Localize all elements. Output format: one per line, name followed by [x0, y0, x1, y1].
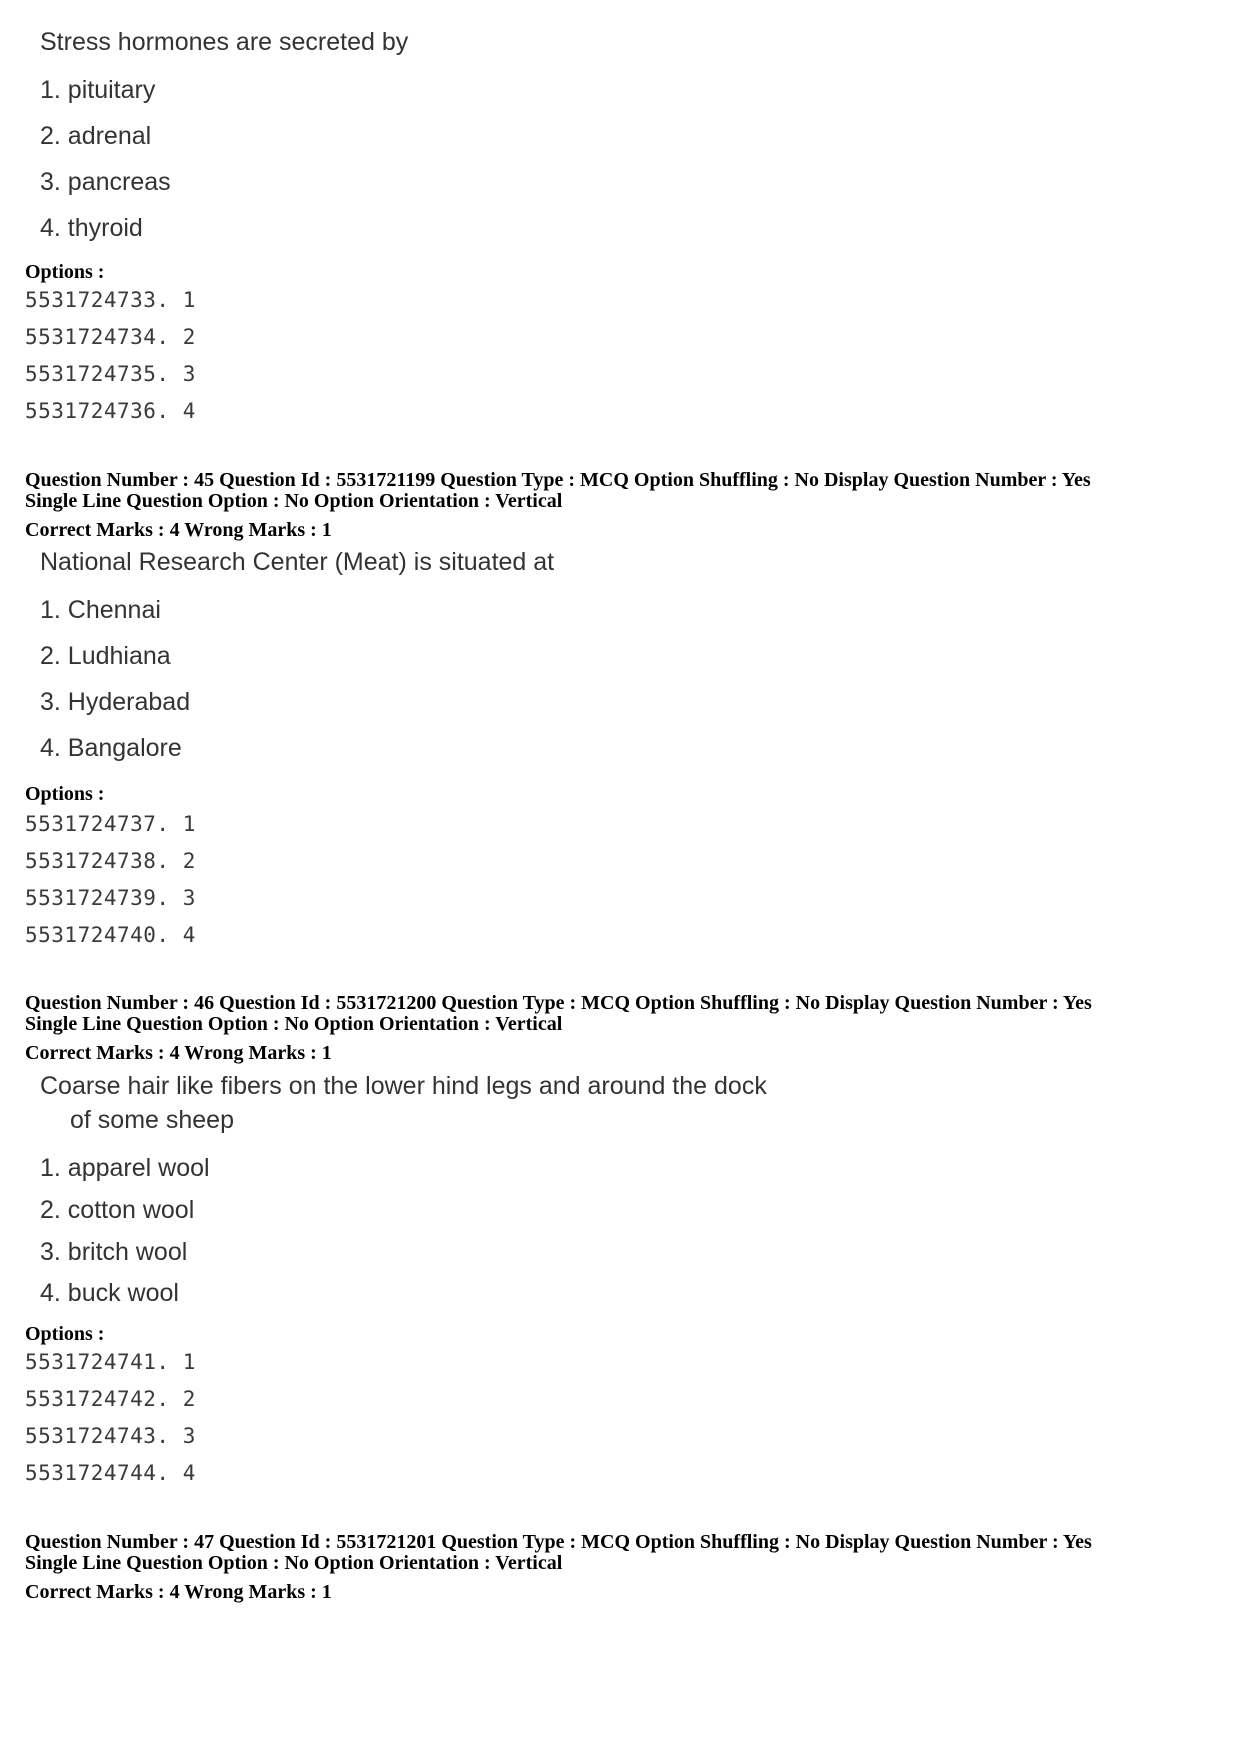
question-44-option-3: 5531724735. 3 [25, 362, 196, 386]
question-46-option-4: 5531724744. 4 [25, 1461, 196, 1485]
question-44-choice-4: 4. thyroid [40, 214, 143, 242]
question-45-option-2: 5531724738. 2 [25, 849, 196, 873]
question-45-meta-line-2: Single Line Question Option : No Option Orientation : Vertical [25, 490, 563, 512]
question-46-marks: Correct Marks : 4 Wrong Marks : 1 [25, 1042, 332, 1064]
question-47-meta-line-1: Question Number : 47 Question Id : 5531721201 Question Type : MCQ Option Shuffling : No Display Question Number : Yes [25, 1531, 1092, 1553]
question-45-stem: National Research Center (Meat) is situated at [40, 548, 555, 576]
question-45-option-3: 5531724739. 3 [25, 886, 196, 910]
question-45-choice-4: 4. Bangalore [40, 734, 182, 762]
question-45-choice-1: 1. Chennai [40, 596, 161, 624]
question-46-meta-line-1: Question Number : 46 Question Id : 5531721200 Question Type : MCQ Option Shuffling : No Display Question Number : Yes [25, 992, 1092, 1014]
question-44-option-2: 5531724734. 2 [25, 325, 196, 349]
question-46-meta-line-2: Single Line Question Option : No Option Orientation : Vertical [25, 1013, 563, 1035]
question-45-options-label: Options : [25, 783, 105, 805]
question-46-stem-line-1: Coarse hair like fibers on the lower hind legs and around the dock [40, 1072, 767, 1100]
question-44-choice-3: 3. pancreas [40, 168, 171, 196]
question-46-choice-1: 1. apparel wool [40, 1154, 210, 1182]
question-45-option-4: 5531724740. 4 [25, 923, 196, 947]
question-45-option-1: 5531724737. 1 [25, 812, 196, 836]
question-45-choice-2: 2. Ludhiana [40, 642, 171, 670]
question-46-stem-line-2: of some sheep [70, 1106, 234, 1134]
question-47-marks: Correct Marks : 4 Wrong Marks : 1 [25, 1581, 332, 1603]
question-44-stem: Stress hormones are secreted by [40, 28, 409, 56]
question-44-options-label: Options : [25, 261, 105, 283]
question-46-option-2: 5531724742. 2 [25, 1387, 196, 1411]
question-47-meta-line-2: Single Line Question Option : No Option Orientation : Vertical [25, 1552, 563, 1574]
question-45-choice-3: 3. Hyderabad [40, 688, 191, 716]
question-44-choice-2: 2. adrenal [40, 122, 152, 150]
question-45-marks: Correct Marks : 4 Wrong Marks : 1 [25, 519, 332, 541]
question-44-option-4: 5531724736. 4 [25, 399, 196, 423]
question-46-option-3: 5531724743. 3 [25, 1424, 196, 1448]
question-44-option-1: 5531724733. 1 [25, 288, 196, 312]
question-46-choice-4: 4. buck wool [40, 1279, 179, 1307]
question-45-meta-line-1: Question Number : 45 Question Id : 5531721199 Question Type : MCQ Option Shuffling : No Display Question Number : Yes [25, 469, 1091, 491]
question-46-options-label: Options : [25, 1323, 105, 1345]
question-46-choice-2: 2. cotton wool [40, 1196, 195, 1224]
question-46-choice-3: 3. britch wool [40, 1238, 188, 1266]
question-44-choice-1: 1. pituitary [40, 76, 156, 104]
question-46-option-1: 5531724741. 1 [25, 1350, 196, 1374]
